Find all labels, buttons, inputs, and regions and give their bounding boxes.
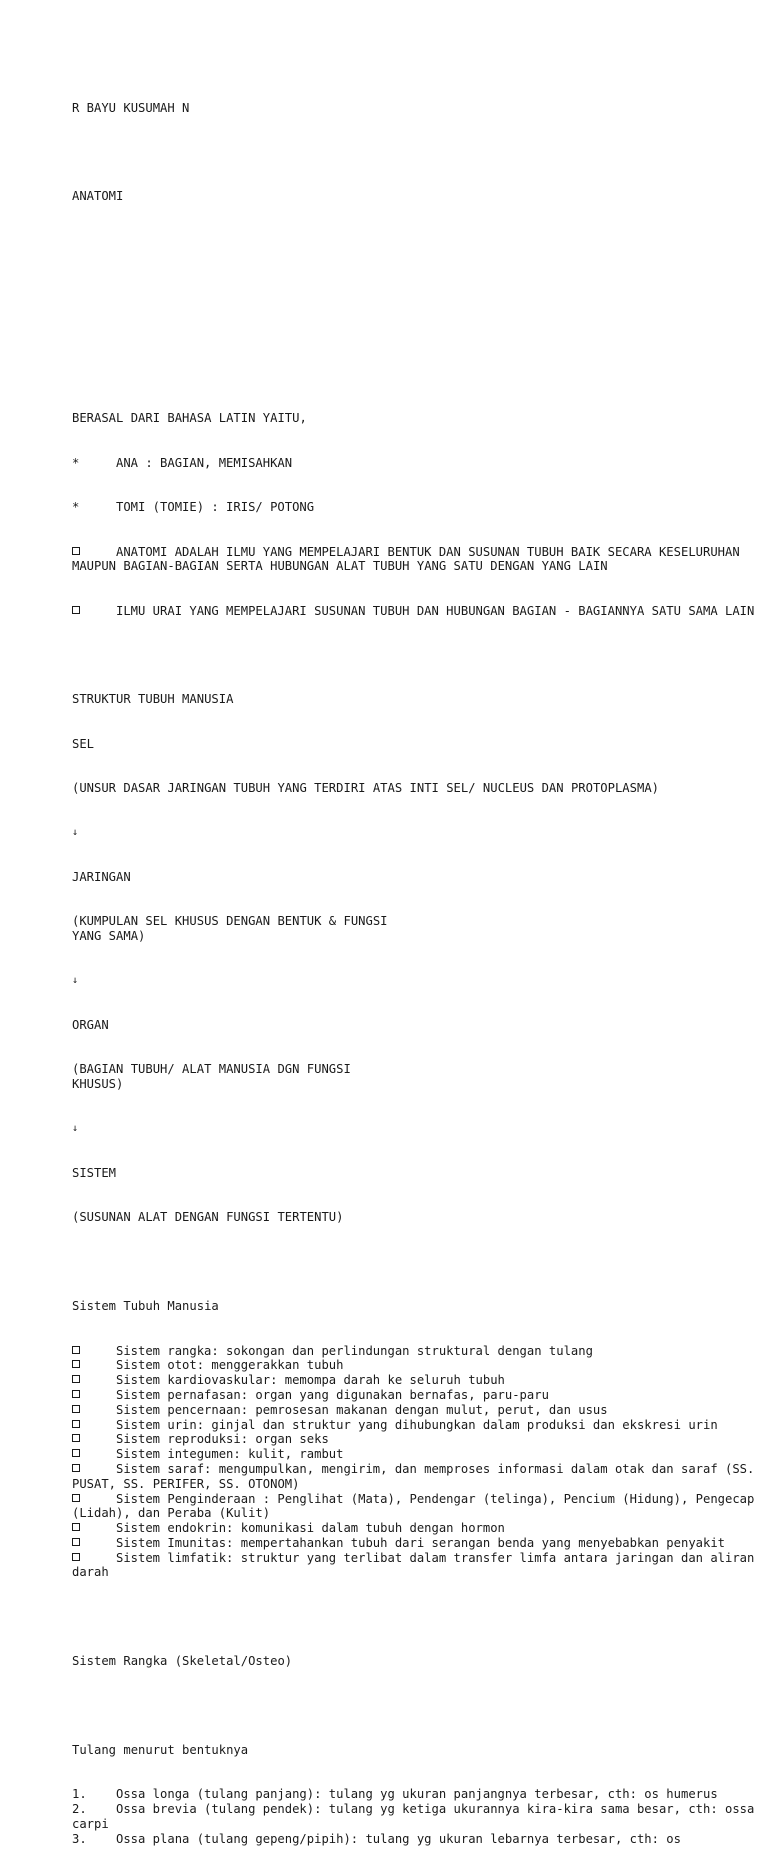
rangka-heading: Sistem Rangka (Skeletal/Osteo) — [72, 1654, 293, 1669]
square-bullet-icon — [72, 1462, 116, 1477]
list-item: Sistem otot: menggerakkan tubuh — [72, 1358, 762, 1373]
struktur-heading: STRUKTUR TUBUH MANUSIA — [72, 692, 234, 707]
level-name: JARINGAN — [72, 870, 131, 885]
list-item: 3. Ossa plana (tulang gepeng/pipih): tulang yg ukuran lebarnya terbesar, cth: os — [72, 1831, 681, 1846]
square-bullet-icon — [72, 1492, 116, 1507]
list-item: Sistem saraf: mengumpulkan, mengirim, dan memproses informasi dalam otak dan saraf (SS. PUSAT, SS. PERIFER, SS. OTONOM) — [72, 1461, 762, 1491]
star-item: * TOMI (TOMIE) : IRIS/ POTONG — [72, 500, 315, 515]
intro-lead: BERASAL DARI BAHASA LATIN YAITU, — [72, 411, 307, 426]
list-item: Sistem kardiovaskular: memompa darah ke seluruh tubuh — [72, 1373, 762, 1388]
square-bullet-icon — [72, 545, 116, 560]
list-item: Sistem urin: ginjal dan struktur yang dihubungkan dalam produksi dan ekskresi urin — [72, 1418, 762, 1433]
square-bullet-icon — [72, 1373, 116, 1388]
level-desc: (KUMPULAN SEL KHUSUS DENGAN BENTUK & FUNGSI YANG SAMA) — [72, 914, 395, 944]
level-name: SISTEM — [72, 1165, 117, 1180]
square-bullet-icon — [72, 1403, 116, 1418]
list-item: Sistem pencernaan: pemrosesan makanan dengan mulut, perut, dan usus — [72, 1403, 762, 1418]
square-bullet-icon — [72, 1521, 116, 1536]
document-title: ANATOMI — [72, 189, 124, 204]
square-bullet-icon — [72, 1447, 116, 1462]
level-desc: (UNSUR DASAR JARINGAN TUBUH YANG TERDIRI ATAS INTI SEL/ NUCLEUS DAN PROTOPLASMA) — [72, 781, 659, 796]
document-page — [72, 71, 762, 1861]
arrow-down-icon: ↓ — [72, 826, 79, 838]
square-bullet-icon — [72, 1344, 116, 1359]
list-item: Sistem Imunitas: mempertahankan tubuh dari serangan benda yang menyebabkan penyakit — [72, 1536, 762, 1551]
square-bullet-icon — [72, 1432, 116, 1447]
square-bullet-icon — [72, 1536, 116, 1551]
sistem-tubuh-heading: Sistem Tubuh Manusia — [72, 1299, 219, 1314]
level-name: SEL — [72, 736, 95, 751]
list-item: Sistem pernafasan: organ yang digunakan bernafas, paru-paru — [72, 1388, 762, 1403]
level-name: ORGAN — [72, 1018, 109, 1032]
square-bullet-icon — [72, 1388, 116, 1403]
item-number: 1. — [72, 1787, 87, 1802]
item-number: 3. — [72, 1831, 87, 1846]
list-item: Sistem reproduksi: organ seks — [72, 1432, 762, 1447]
sistem-tubuh-list — [72, 1344, 762, 1581]
rangka-list — [72, 1787, 762, 1846]
list-item: Sistem rangka: sokongan dan perlindungan struktural dengan tulang — [72, 1344, 762, 1359]
definition-item: ILMU URAI YANG MEMPELAJARI SUSUNAN TUBUH DAN HUBUNGAN BAGIAN - BAGIANNYA SATU SAMA LAIN — [72, 604, 762, 619]
arrow-down-icon: ↓ — [72, 974, 79, 986]
definition-item: ANATOMI ADALAH ILMU YANG MEMPELAJARI BENTUK DAN SUSUNAN TUBUH BAIK SECARA KESELURUHAN MAUPUN BAGIAN-BAGIAN SERTA HUBUNGAN ALAT TUBUH YANG SATU DENGAN YANG LAIN — [72, 544, 748, 574]
square-bullet-icon — [72, 1358, 116, 1373]
square-bullet-icon — [72, 1551, 116, 1566]
list-item: 1. Ossa longa (tulang panjang): tulang yg ukuran panjangnya terbesar, cth: os humerus — [72, 1787, 718, 1802]
star-bullet-icon: * — [72, 500, 80, 515]
star-item: * ANA : BAGIAN, MEMISAHKAN — [72, 455, 293, 470]
level-desc: (SUSUNAN ALAT DENGAN FUNGSI TERTENTU) — [72, 1210, 344, 1225]
author-name: R BAYU KUSUMAH N — [72, 100, 190, 115]
level-desc: (BAGIAN TUBUH/ ALAT MANUSIA DGN FUNGSI KHUSUS) — [72, 1062, 359, 1092]
list-item: Sistem integumen: kulit, rambut — [72, 1447, 762, 1462]
square-bullet-icon — [72, 604, 116, 619]
list-item: 2. Ossa brevia (tulang pendek): tulang yg ketiga ukurannya kira-kira sama besar, cth: ossa carpi — [72, 1802, 762, 1832]
star-bullet-icon: * — [72, 455, 80, 470]
list-item: Sistem limfatik: struktur yang terlibat dalam transfer limfa antara jaringan dan aliran darah — [72, 1550, 762, 1580]
arrow-down-icon: ↓ — [72, 1122, 79, 1134]
rangka-subheading: Tulang menurut bentuknya — [72, 1743, 249, 1758]
item-number: 2. — [72, 1802, 87, 1817]
list-item: Sistem endokrin: komunikasi dalam tubuh dengan hormon — [72, 1521, 762, 1536]
list-item: Sistem Penginderaan : Penglihat (Mata), Pendengar (telinga), Pencium (Hidung), Pengecap (Lidah), dan Peraba (Kulit) — [72, 1491, 762, 1521]
square-bullet-icon — [72, 1418, 116, 1433]
